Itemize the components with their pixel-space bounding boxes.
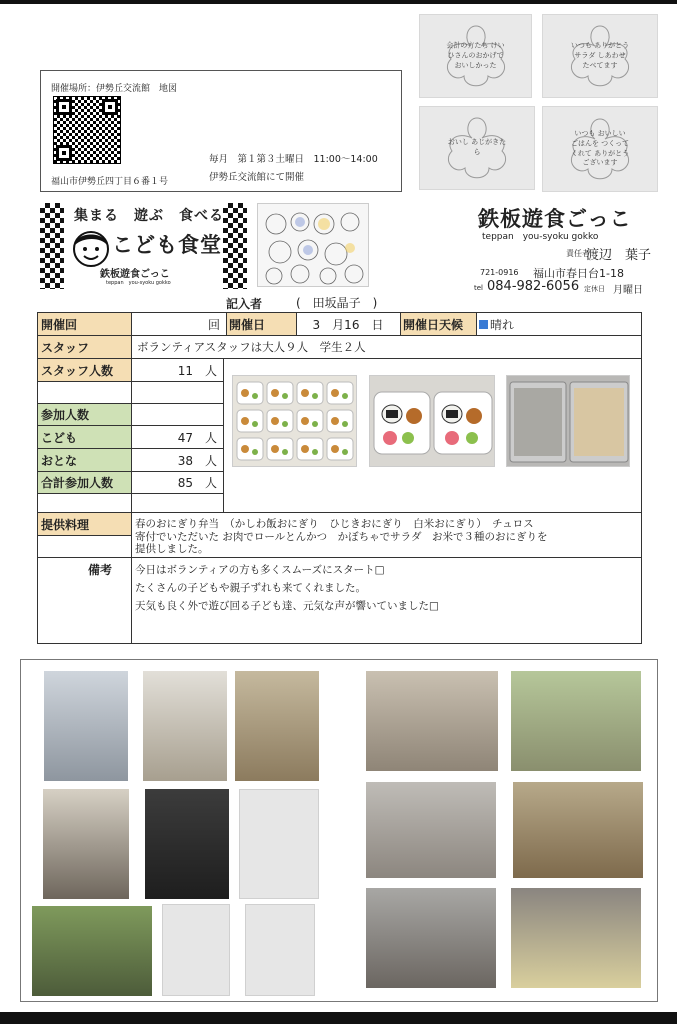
responsible-name: 渡辺 葉子	[586, 248, 652, 263]
blackboard-photo	[145, 789, 229, 899]
schedule-text: 毎月 第１第３土曜日 11:00～14:00	[209, 154, 378, 165]
notes-line: 天気も良く外で遊び回る子ども達、元気な声が響いていました□	[135, 600, 439, 612]
checkbox-icon	[479, 320, 488, 329]
volunteer-photo	[235, 671, 319, 781]
food-trays-photo	[511, 671, 641, 771]
top-border	[0, 0, 677, 4]
hall-photo	[44, 671, 128, 781]
doodle-icon	[258, 204, 370, 288]
children-label: こども	[38, 426, 131, 448]
message-card-photo	[419, 106, 535, 190]
total-label: 合計参加人数	[38, 471, 131, 493]
participants-label: 参加人数	[38, 403, 131, 425]
child-cooking-photo	[366, 671, 498, 771]
total-value: 85 人	[177, 475, 217, 490]
rice-trays-photo	[506, 375, 630, 467]
menu-label: 提供料理	[38, 513, 131, 535]
message-text: おいし あじがきたら	[447, 138, 507, 156]
holiday-value: 月曜日	[613, 285, 643, 296]
logo-subtitle: 鉄板遊食ごっこ	[100, 269, 170, 280]
staff-photo	[43, 789, 129, 899]
weather-label: 開催日天候	[400, 313, 476, 335]
round-label: 開催回	[38, 313, 131, 335]
brand-address: 福山市春日台1-18	[533, 267, 624, 280]
holiday-label: 定休日	[584, 285, 605, 293]
message-card-photo	[419, 14, 532, 98]
brand-romanized: teppan you-syoku gokko	[482, 232, 599, 242]
tel-number: 084-982-6056	[487, 279, 580, 294]
character-drawing-image	[257, 203, 369, 287]
bento-closeup-image	[370, 376, 495, 467]
kitchen-photo	[143, 671, 227, 781]
bento-image	[233, 376, 357, 467]
churros-photo	[366, 888, 496, 988]
qr-code-icon[interactable]	[53, 96, 121, 164]
bottom-border	[0, 1012, 677, 1024]
message-card-photo	[162, 904, 230, 996]
notes-line: たくさんの子どもや親子ずれも来てくれました。	[135, 582, 366, 594]
staff-count-label: スタッフ人数	[38, 359, 131, 381]
message-card-photo	[245, 904, 315, 996]
photo-gallery	[20, 659, 658, 1002]
venue-info-box	[40, 70, 402, 192]
menu-line: 提供しました。	[135, 543, 209, 555]
logo-romanized: teppan you-syoku gokko	[106, 280, 171, 286]
bento-photo	[232, 375, 357, 467]
logo-slogan: 集まる 遊ぶ 食べる	[74, 208, 224, 224]
report-table	[37, 312, 642, 644]
weather-value	[476, 313, 642, 335]
notes-label: 備考	[88, 562, 113, 577]
message-card-photo	[542, 14, 658, 98]
donated-goods-photo	[32, 906, 152, 996]
notes-line: 今日はボランティアの方も多くスムーズにスタート□	[135, 564, 385, 576]
recorder-label: 記入者	[226, 297, 263, 311]
round-value: 回	[207, 317, 220, 332]
message-text: 会計の方たち けいひさんのおかげで おいしかった	[446, 41, 505, 69]
venue-label: 開催場所：伊勢丘交流館 地図	[51, 84, 178, 94]
weather-text: 晴れ	[490, 317, 515, 332]
rice-trays-image	[507, 376, 630, 467]
venue-address: 福山市伊勢丘四丁目６番１号	[51, 177, 169, 187]
message-text: いつも おいしい ごはんを つくってくれて ありがとうございます	[570, 129, 630, 167]
brand-name: 鉄板遊食ごっこ	[478, 206, 632, 231]
recorder-name: ( 田坂晶子 )	[296, 296, 378, 310]
staff-label: スタッフ	[38, 336, 131, 358]
menu-line: 春のおにぎり弁当 （かしわ飯おにぎり ひじきおにぎり 白米おにぎり） チュロス	[135, 518, 534, 530]
message-text: いつも ありがとう サラダ しあわせ たべてます	[570, 41, 630, 69]
date-value: 3 月16 日	[312, 317, 384, 332]
tel-label: tel	[474, 284, 483, 292]
staff-value: ボランティアスタッフは大人９人 学生２人	[137, 340, 366, 354]
adults-value: 38 人	[177, 453, 217, 468]
child-face-icon	[68, 225, 114, 269]
frying-photo	[511, 888, 641, 988]
checker-pattern	[223, 203, 247, 289]
menu-line: 寄付でいただいた お肉でロールとんかつ かぼちゃでサラダ お米で３種のおにぎりを	[135, 531, 548, 543]
message-card-photo	[239, 789, 319, 899]
children-value: 47 人	[177, 430, 217, 445]
message-card-photo	[542, 106, 658, 192]
bento-closeup-photo	[369, 375, 495, 467]
date-label: 開催日	[226, 313, 296, 335]
staff-count-value: 11 人	[177, 363, 217, 378]
kodomo-shokudo-logo	[40, 203, 247, 289]
rolled-pork-photo	[366, 782, 496, 878]
checker-pattern	[40, 203, 64, 289]
pumpkin-salad-photo	[513, 782, 643, 878]
place-text: 伊勢丘交流館にて開催	[209, 172, 305, 183]
postal-code: 721-0916	[480, 268, 519, 277]
responsible-label: 責任者	[566, 249, 590, 258]
logo-title: こども食堂	[112, 233, 222, 257]
adults-label: おとな	[38, 449, 131, 471]
